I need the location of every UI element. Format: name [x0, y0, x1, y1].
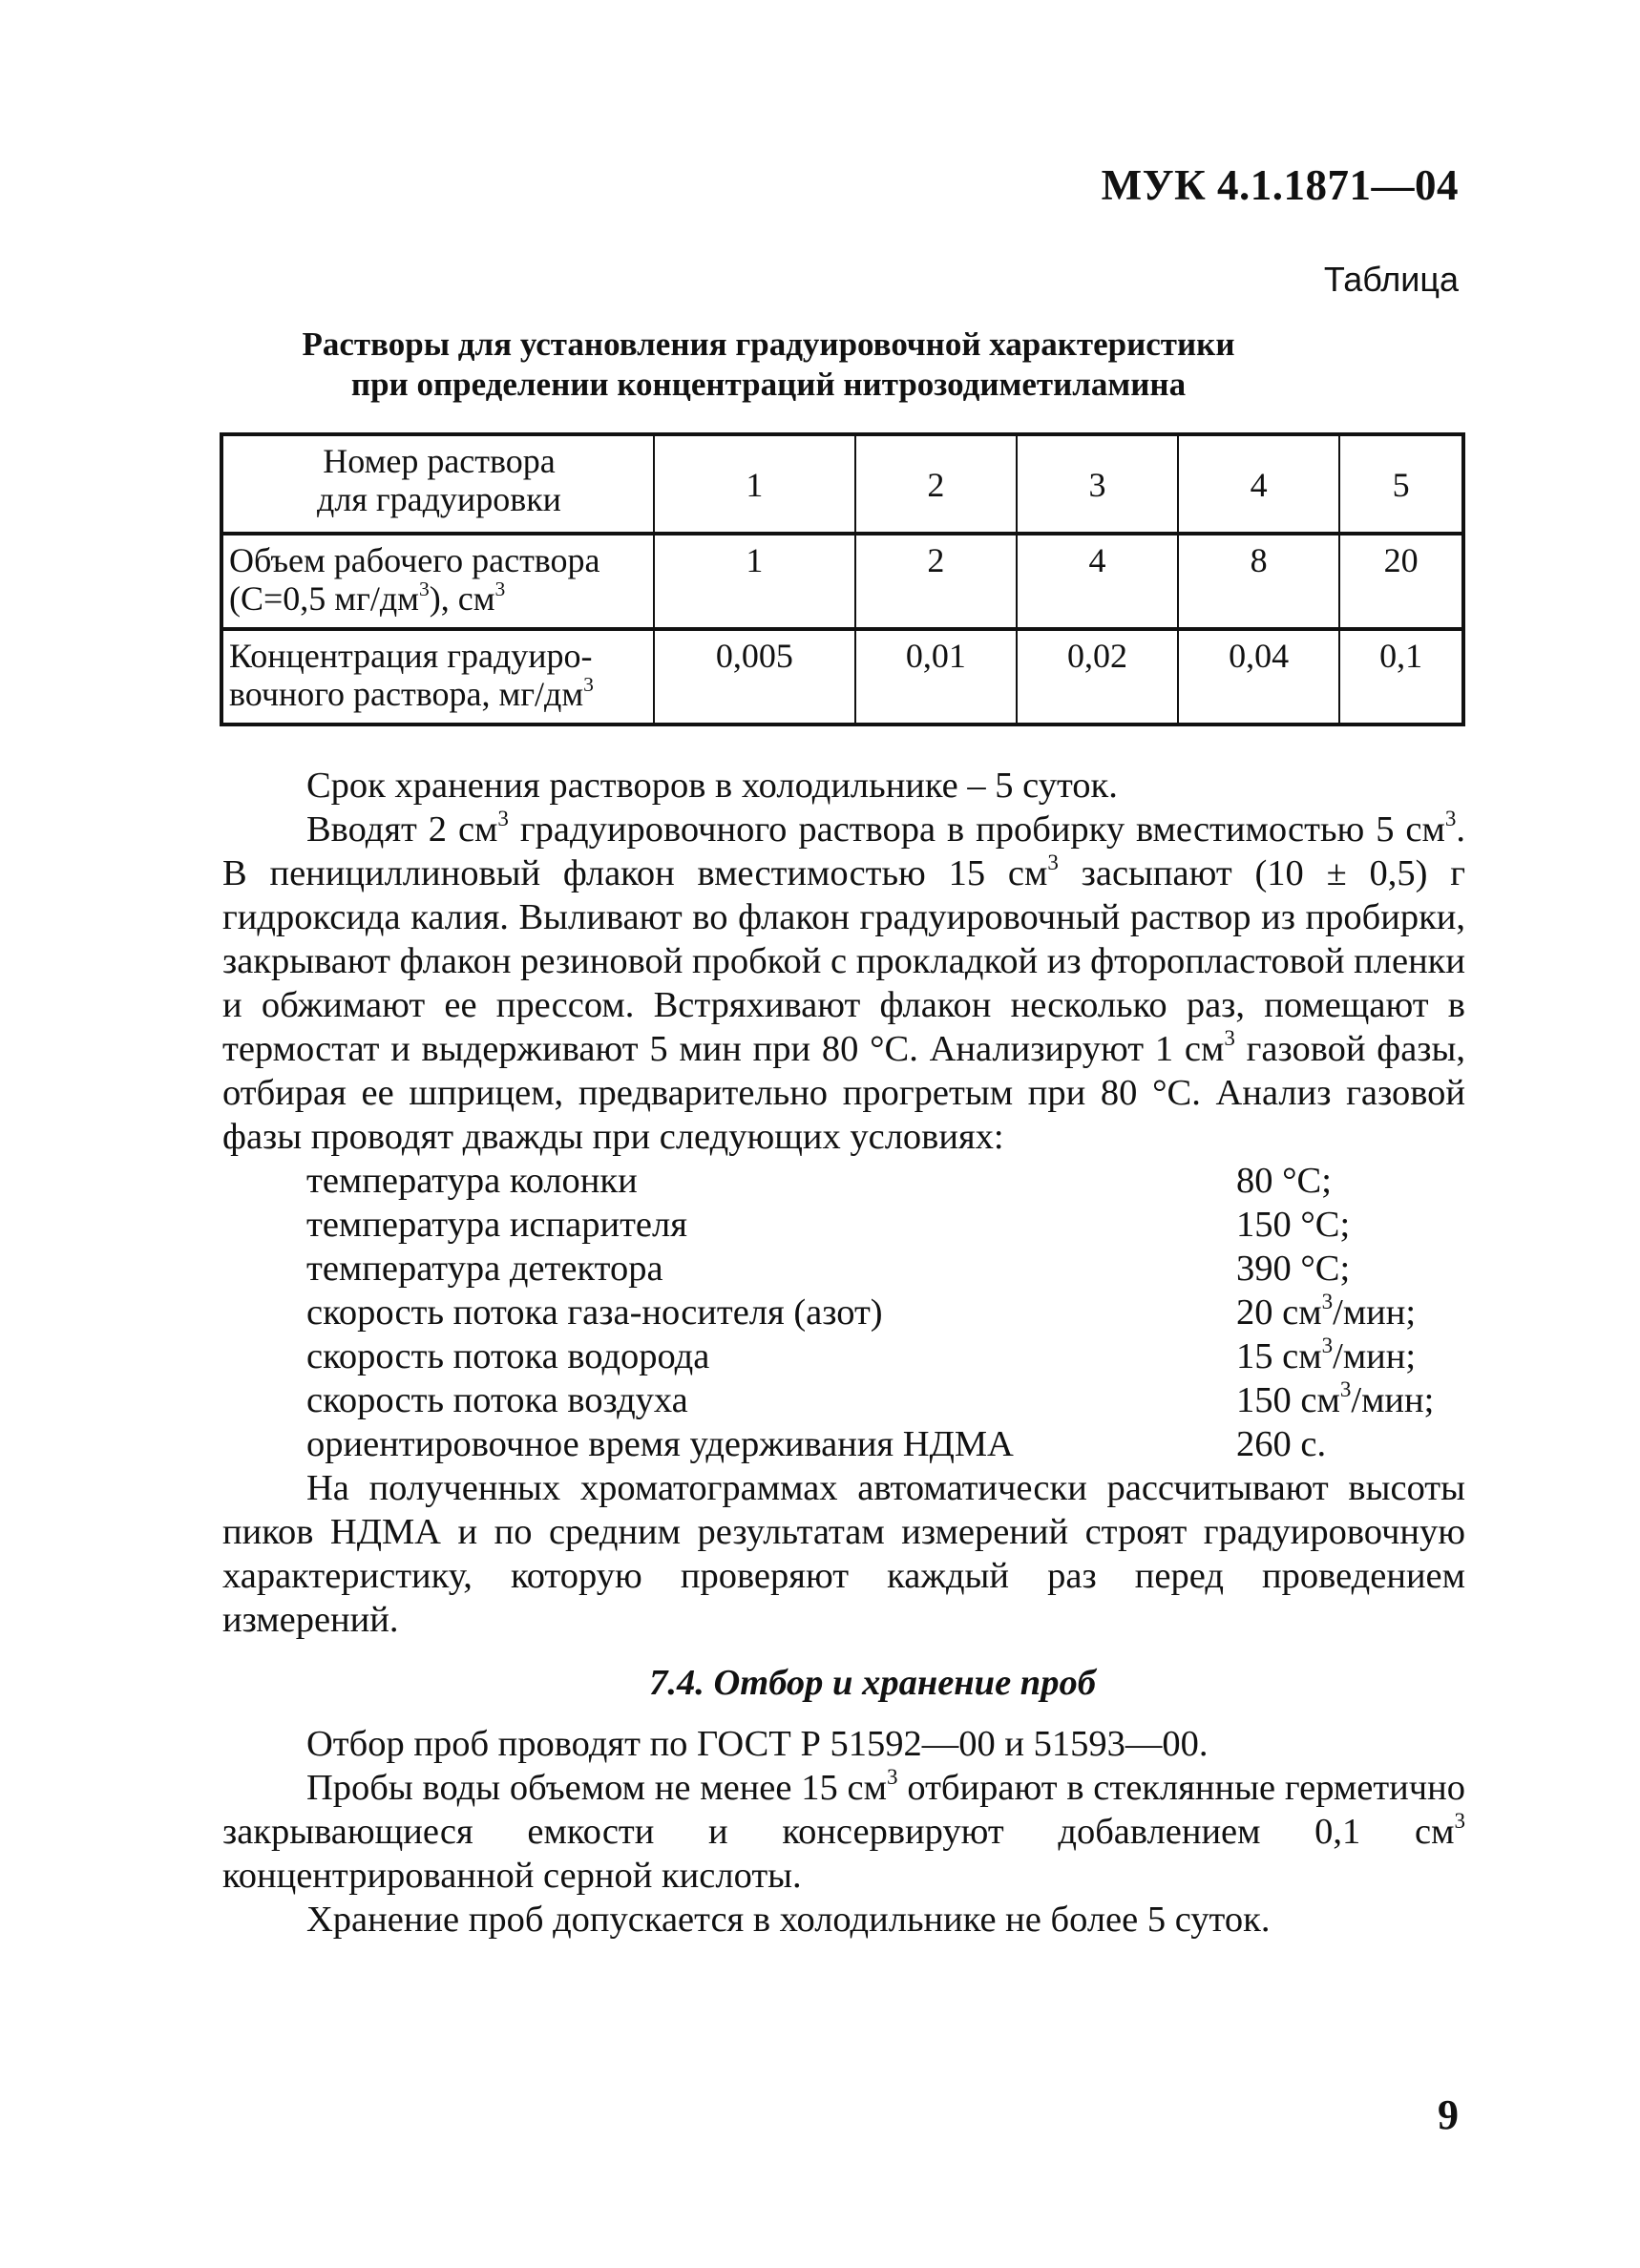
condition-item: температура детектора 390 °С; — [306, 1249, 1351, 1289]
table-cell: 4 — [1178, 434, 1339, 534]
table-row — [221, 629, 1463, 724]
table-cell: 5 — [1339, 434, 1463, 534]
table-title — [220, 325, 1317, 405]
table-cell: 20 — [1339, 534, 1463, 629]
table-cell: 0,1 — [1339, 629, 1463, 724]
table-cell: 3 — [1017, 434, 1178, 534]
paragraph-sampling: Отбор проб проводят по ГОСТ Р 51592—00 и 51593—00. — [306, 1724, 1209, 1764]
page-number: 9 — [1438, 2091, 1459, 2138]
table-row — [221, 534, 1463, 629]
calibration-table — [220, 432, 1465, 726]
row-header-line: (С=0,5 $мг/дм^3$), $см^3$ — [229, 577, 506, 618]
paragraph-chromatograms: На полученных хроматограммах автоматически рассчитывают высоты пиков НДМА и по средним результатам измерений строят градуировочную характеристику, которую проверяют каждый раз перед проведением измерений. — [222, 1468, 1465, 1640]
table-cell: 0,01 — [855, 629, 1017, 724]
row-header-concentration — [221, 629, 654, 724]
table-cell: 2 — [855, 534, 1017, 629]
row-header-working-volume — [221, 534, 654, 629]
conditions-list — [222, 1159, 1465, 1466]
table-row — [221, 434, 1463, 534]
row-header-solution-number — [221, 434, 654, 534]
table-cell: 8 — [1178, 534, 1339, 629]
condition-item: температура испарителя 150 °С; — [306, 1205, 1351, 1245]
table-cell: 0,04 — [1178, 629, 1339, 724]
condition-item: температура колонки 80 °С; — [306, 1161, 1332, 1201]
table-title-line: при определении концентраций нитрозодиметиламина — [350, 366, 1187, 403]
table-title-line: Растворы для установления градуировочной характеристики — [302, 326, 1235, 363]
table-cell: 0,005 — [654, 629, 855, 724]
row-header-line: для градуировки — [317, 480, 561, 518]
paragraph-procedure: Вводят 2 $см^3$ градуировочного раствора в пробирку вместимостью 5 $см^3$. В пенициллиновый флакон вместимостью 15 $см^3$ засыпают (10 ± 0,5) г гидроксида калия. Выливают во флакон градуировочный раствор из пробирки, закрывают флакон резиновой пробкой с прокладкой из фторопластовой пленки и обжимают ее прессом. Встряхивают флакон несколько раз, помещают в термостат и выдерживают 5 мин при 80 °С. Анализируют 1 $см^3$ газовой фазы, отбирая ее шприцем, предварительно прогретым при 80 °С. Анализ газовой фазы проводят дважды при следующих условиях: — [222, 805, 1465, 1157]
section-heading: 7.4. Отбор и хранение проб — [649, 1663, 1096, 1703]
paragraph-sample-volume: Пробы воды объемом не менее 15 $см^3$ отбирают в стеклянные герметично закрывающиеся емкости и консервируют добавлением 0,1 $см^3$ концентрированной серной кислоты. — [222, 1763, 1466, 1896]
condition-item: скорость потока воздуха 150 $см^3$/мин; — [306, 1376, 1435, 1420]
condition-item: скорость потока водорода 15 $см^3$/мин; — [306, 1332, 1417, 1376]
table-label: Таблица — [1323, 260, 1459, 299]
row-header-line: Номер раствора — [323, 442, 556, 480]
row-header-line: Концентрация градуиро- — [229, 637, 593, 675]
body-text — [222, 764, 1465, 1942]
table-cell: 2 — [855, 434, 1017, 534]
table-cell: 0,02 — [1017, 629, 1178, 724]
paragraph-sample-storage: Хранение проб допускается в холодильнике не более 5 суток. — [306, 1900, 1271, 1940]
paragraph-storage: Срок хранения растворов в холодильнике – 5 суток. — [306, 766, 1118, 806]
condition-item: ориентировочное время удерживания НДМА 260 с. — [306, 1424, 1327, 1464]
table-cell: 4 — [1017, 534, 1178, 629]
row-header-line: Объем рабочего раствора — [229, 541, 600, 579]
row-header-line: вочного раствора, $мг/дм^3$ — [229, 672, 594, 713]
table-cell: 1 — [654, 534, 855, 629]
document-code: МУК 4.1.1871—04 — [1101, 161, 1459, 209]
table-cell: 1 — [654, 434, 855, 534]
condition-item: скорость потока газа-носителя (азот) 20 $см^3$/мин; — [306, 1288, 1417, 1333]
